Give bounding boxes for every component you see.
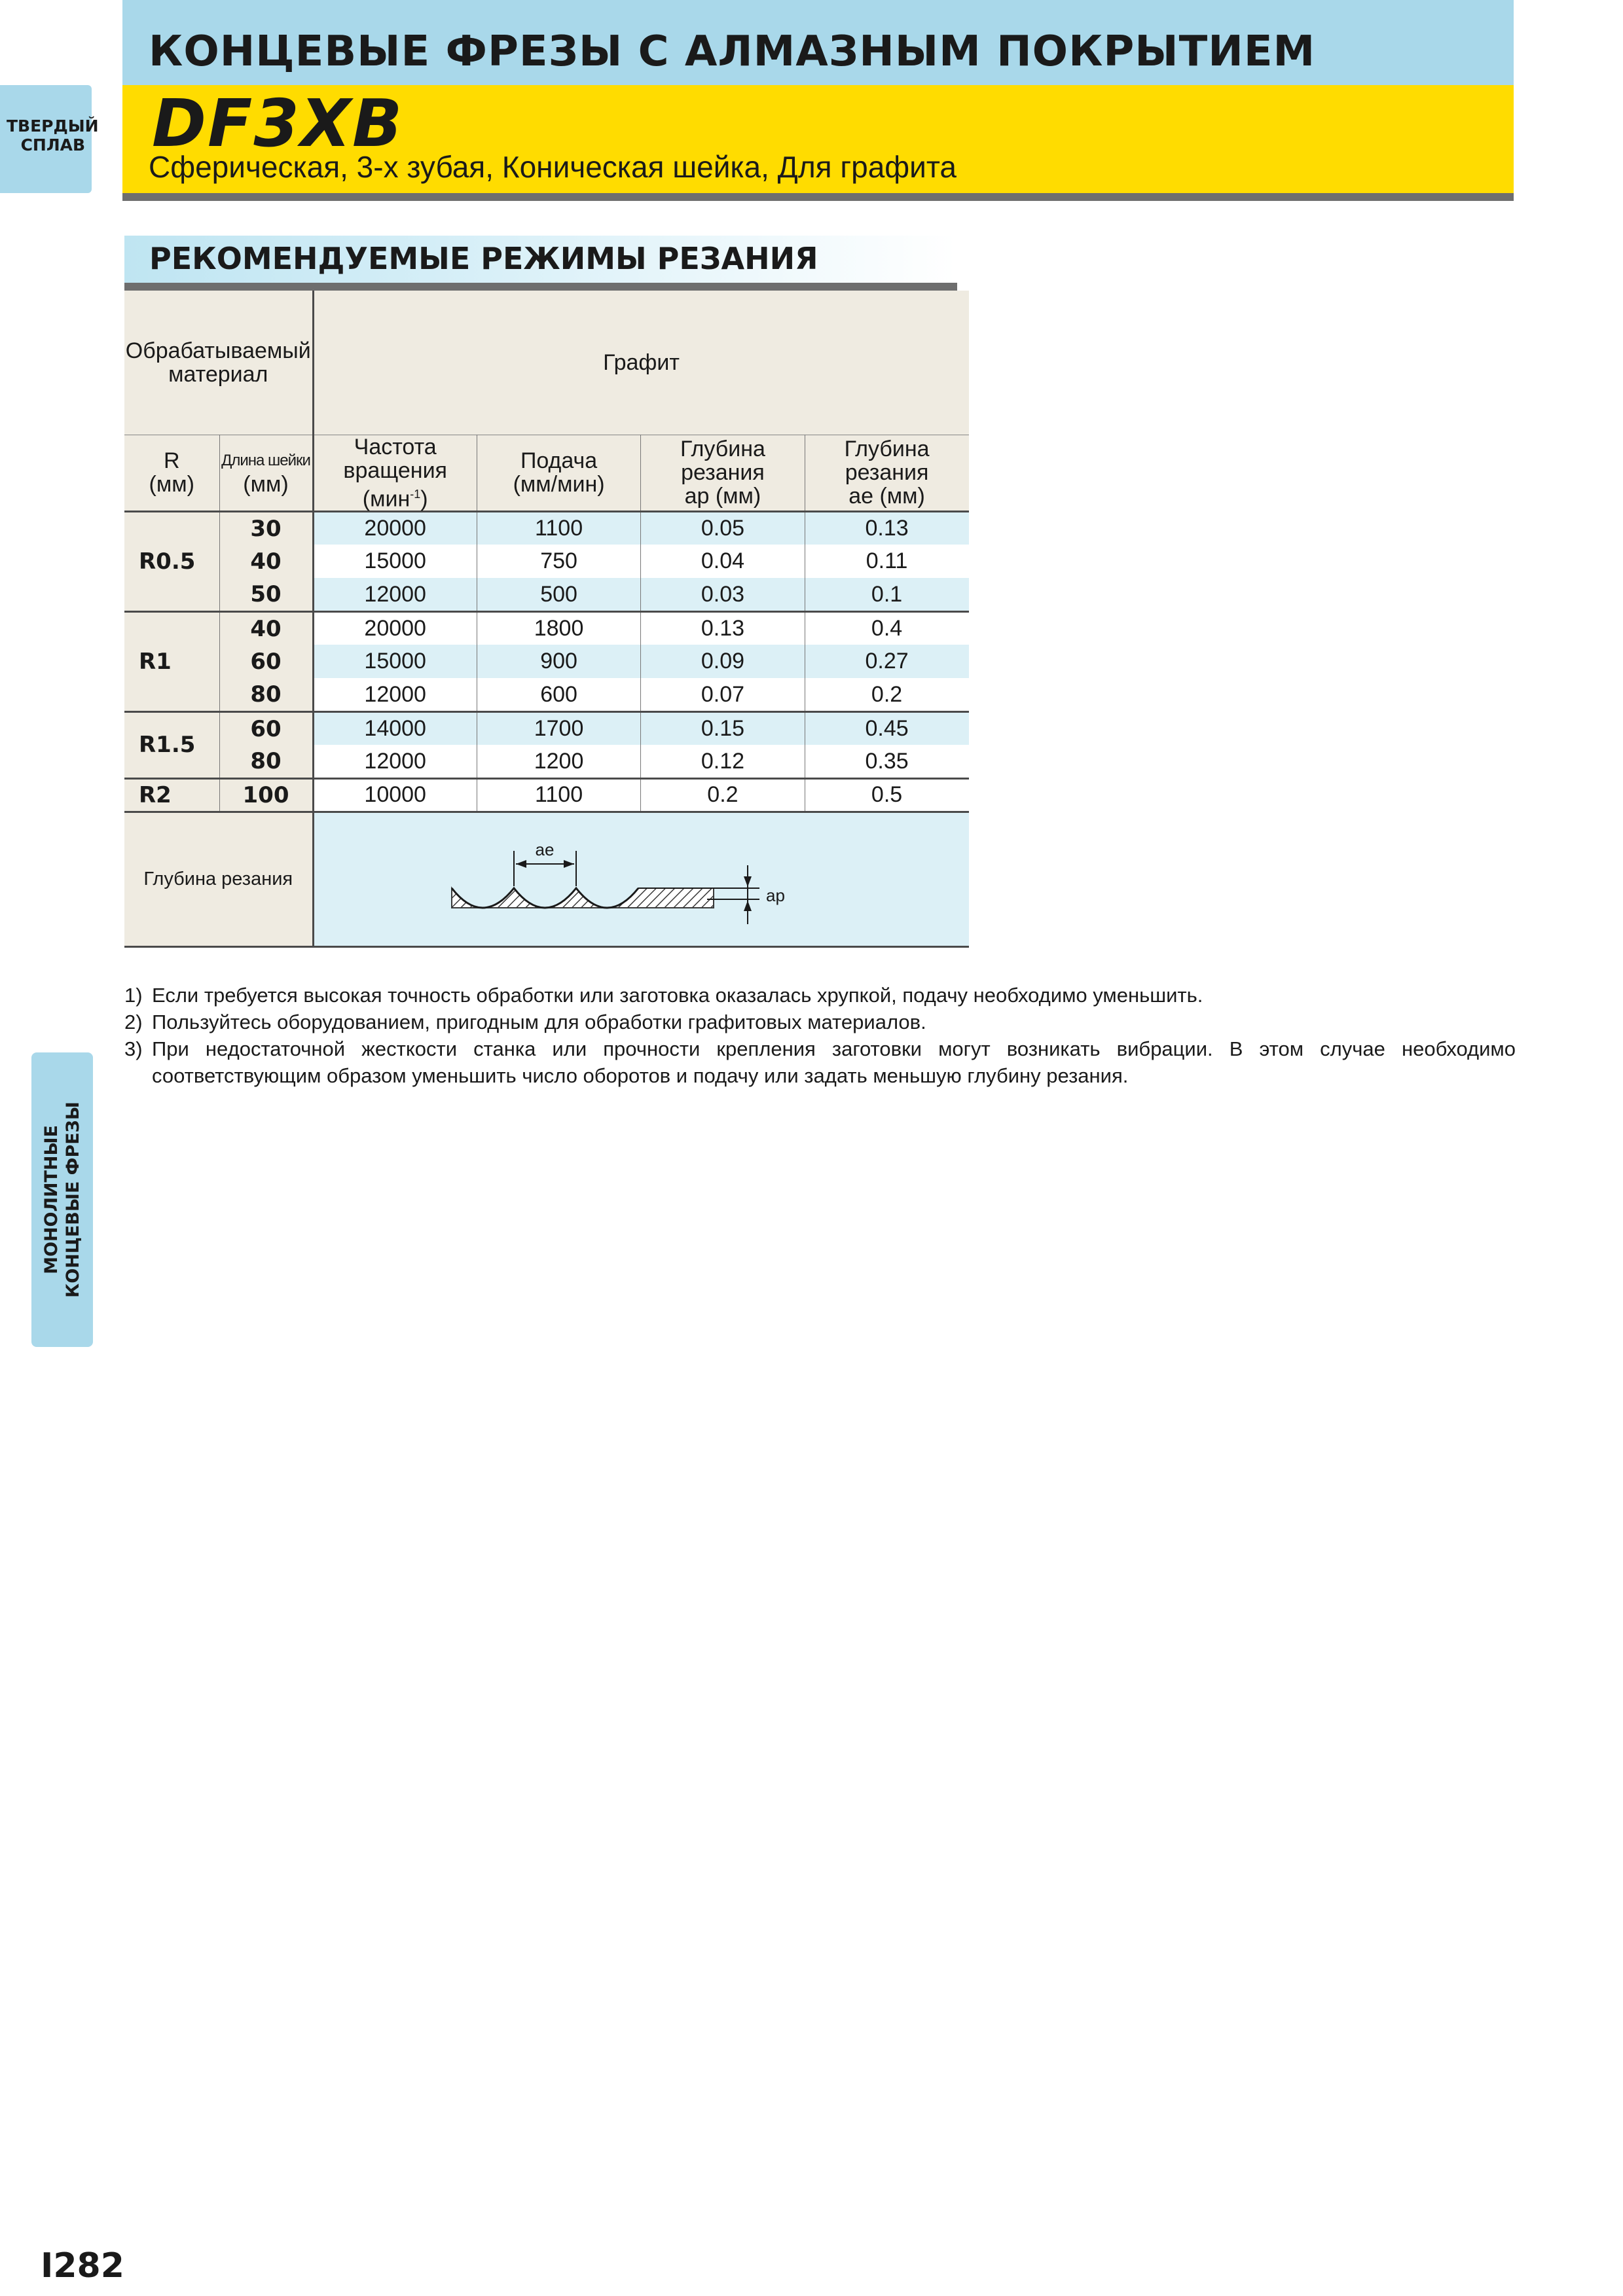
- neck-length-cell: 60: [219, 645, 313, 678]
- table-row: [124, 711, 969, 745]
- speed-cell: 12000: [313, 745, 477, 778]
- material-value: Графит: [603, 350, 680, 375]
- feed-cell: 500: [477, 578, 640, 611]
- table-row: [124, 778, 969, 812]
- table-row: [124, 578, 969, 611]
- speed-cell: 15000: [313, 645, 477, 678]
- ap-arrow-top: [744, 876, 752, 887]
- ae-cell: 0.35: [805, 745, 968, 778]
- ae-cell: 0.13: [805, 511, 968, 545]
- speed-cell: 10000: [313, 778, 477, 812]
- side-tab-carbide-line2: СПЛАВ: [20, 135, 85, 154]
- neck-length-cell: 60: [219, 711, 313, 745]
- ae-cell: 0.11: [805, 545, 968, 578]
- side-tab-end-mills-label: [41, 1102, 84, 1298]
- ae-cell: 0.5: [805, 778, 968, 812]
- depth-of-cut-diagram: [314, 813, 969, 946]
- product-subtitle: Сферическая, 3-х зубая, Коническая шейка, Для графита: [149, 150, 957, 184]
- neck-length-cell: 40: [219, 545, 313, 578]
- table-row: [124, 545, 969, 578]
- depth-diagram-cell: [313, 812, 969, 946]
- ae-cell: 0.45: [805, 711, 968, 745]
- page-title: КОНЦЕВЫЕ ФРЕЗЫ С АЛМАЗНЫМ ПОКРЫТИЕМ: [149, 27, 1316, 76]
- feed-cell: 1700: [477, 711, 640, 745]
- column-header-row: [124, 435, 969, 511]
- side-tab-carbide-line1: ТВЕРДЫЙ: [7, 117, 99, 135]
- ae-label: ae: [535, 839, 554, 859]
- material-value-cell: [313, 291, 969, 435]
- footnote-text: Если требуется высокая точность обработки или заготовка оказалась хрупкой, подачу необходимо уменьшить.: [152, 984, 1203, 1007]
- ap-arrow-bottom: [744, 901, 752, 911]
- table-row: [124, 745, 969, 778]
- neck-length-cell: 100: [219, 778, 313, 812]
- table-row: [124, 611, 969, 645]
- depth-of-cut-row: [124, 812, 969, 946]
- footnote-number: 1): [124, 984, 143, 1007]
- ae-cell: 0.1: [805, 578, 968, 611]
- radius-cell: R1.5: [124, 711, 219, 778]
- cutting-conditions-table: [124, 291, 969, 948]
- ap-cell: 0.05: [641, 511, 805, 545]
- workpiece-hatch: [452, 888, 714, 908]
- product-code: DF3XB: [152, 85, 404, 162]
- table-row: [124, 511, 969, 545]
- footnote-text: При недостаточной жесткости станка или прочности крепления заготовки могут возникать вибрации. В этом случае необходимо соответствующим образом уменьшить число оборотов и подачу или задать меньшую глубину резания.: [152, 1037, 1516, 1087]
- speed-cell: 20000: [313, 611, 477, 645]
- feed-cell: 1200: [477, 745, 640, 778]
- footnote-2: [124, 1009, 1516, 1035]
- side-tab-carbide-label: [7, 117, 99, 154]
- col-header-ae: Глубина резания ae (мм): [805, 435, 968, 511]
- ap-cell: 0.12: [641, 745, 805, 778]
- side-tab-end-mills-line1: МОНОЛИТНЫЕ: [41, 1125, 62, 1274]
- speed-cell: 14000: [313, 711, 477, 745]
- section-divider: [124, 283, 957, 291]
- material-label-cell: [124, 291, 313, 435]
- footnotes: [124, 982, 1516, 1089]
- col-header-r: R (мм): [124, 435, 219, 511]
- col-header-neck-length: Длина шейки (мм): [219, 435, 313, 511]
- neck-length-cell: 80: [219, 745, 313, 778]
- ae-cell: 0.2: [805, 678, 968, 711]
- col-header-feed: Подача (мм/мин): [477, 435, 640, 511]
- feed-cell: 600: [477, 678, 640, 711]
- footnote-1: [124, 982, 1516, 1009]
- ap-cell: 0.03: [641, 578, 805, 611]
- footnote-number: 3): [124, 1037, 143, 1060]
- ap-cell: 0.15: [641, 711, 805, 745]
- feed-cell: 750: [477, 545, 640, 578]
- footnote-number: 2): [124, 1011, 143, 1033]
- ap-cell: 0.2: [641, 778, 805, 812]
- feed-cell: 900: [477, 645, 640, 678]
- footnote-text: Пользуйтесь оборудованием, пригодным для обработки графитовых материалов.: [152, 1011, 926, 1033]
- table-row: [124, 678, 969, 711]
- header-divider: [122, 193, 1514, 201]
- material-label-line2: материал: [168, 361, 268, 387]
- speed-cell: 15000: [313, 545, 477, 578]
- feed-cell: 1100: [477, 511, 640, 545]
- radius-cell: R0.5: [124, 511, 219, 611]
- radius-cell: R1: [124, 611, 219, 711]
- speed-cell: 12000: [313, 678, 477, 711]
- neck-length-cell: 30: [219, 511, 313, 545]
- ae-cell: 0.4: [805, 611, 968, 645]
- section-title: РЕКОМЕНДУЕМЫЕ РЕЖИМЫ РЕЗАНИЯ: [149, 241, 818, 276]
- page-number: I282: [41, 2246, 124, 2286]
- neck-length-cell: 40: [219, 611, 313, 645]
- feed-cell: 1800: [477, 611, 640, 645]
- side-tab-end-mills-line2: КОНЦЕВЫЕ ФРЕЗЫ: [63, 1102, 83, 1298]
- footnote-3: [124, 1035, 1516, 1089]
- feed-cell: 1100: [477, 778, 640, 812]
- ae-arrow-left: [516, 860, 526, 868]
- cut-profile: [452, 888, 638, 908]
- col-header-speed: Частота вращения (мин$^{-1}$): [313, 435, 477, 511]
- ap-cell: 0.07: [641, 678, 805, 711]
- neck-length-cell: 80: [219, 678, 313, 711]
- depth-label: Глубина резания: [143, 869, 293, 890]
- ap-cell: 0.13: [641, 611, 805, 645]
- radius-cell: R2: [124, 778, 219, 812]
- material-label-line1: Обрабатываемый: [125, 338, 311, 363]
- ap-cell: 0.04: [641, 545, 805, 578]
- table-row: [124, 645, 969, 678]
- depth-label-cell: [124, 812, 313, 946]
- col-header-speed-unit: (мин$^{-1}$): [362, 486, 428, 511]
- speed-cell: 12000: [313, 578, 477, 611]
- ae-arrow-right: [564, 860, 574, 868]
- ap-cell: 0.09: [641, 645, 805, 678]
- neck-length-cell: 50: [219, 578, 313, 611]
- ae-cell: 0.27: [805, 645, 968, 678]
- speed-cell: 20000: [313, 511, 477, 545]
- material-row: [124, 291, 969, 435]
- ap-label: ap: [765, 885, 785, 905]
- col-header-ap: Глубина резания ap (мм): [641, 435, 805, 511]
